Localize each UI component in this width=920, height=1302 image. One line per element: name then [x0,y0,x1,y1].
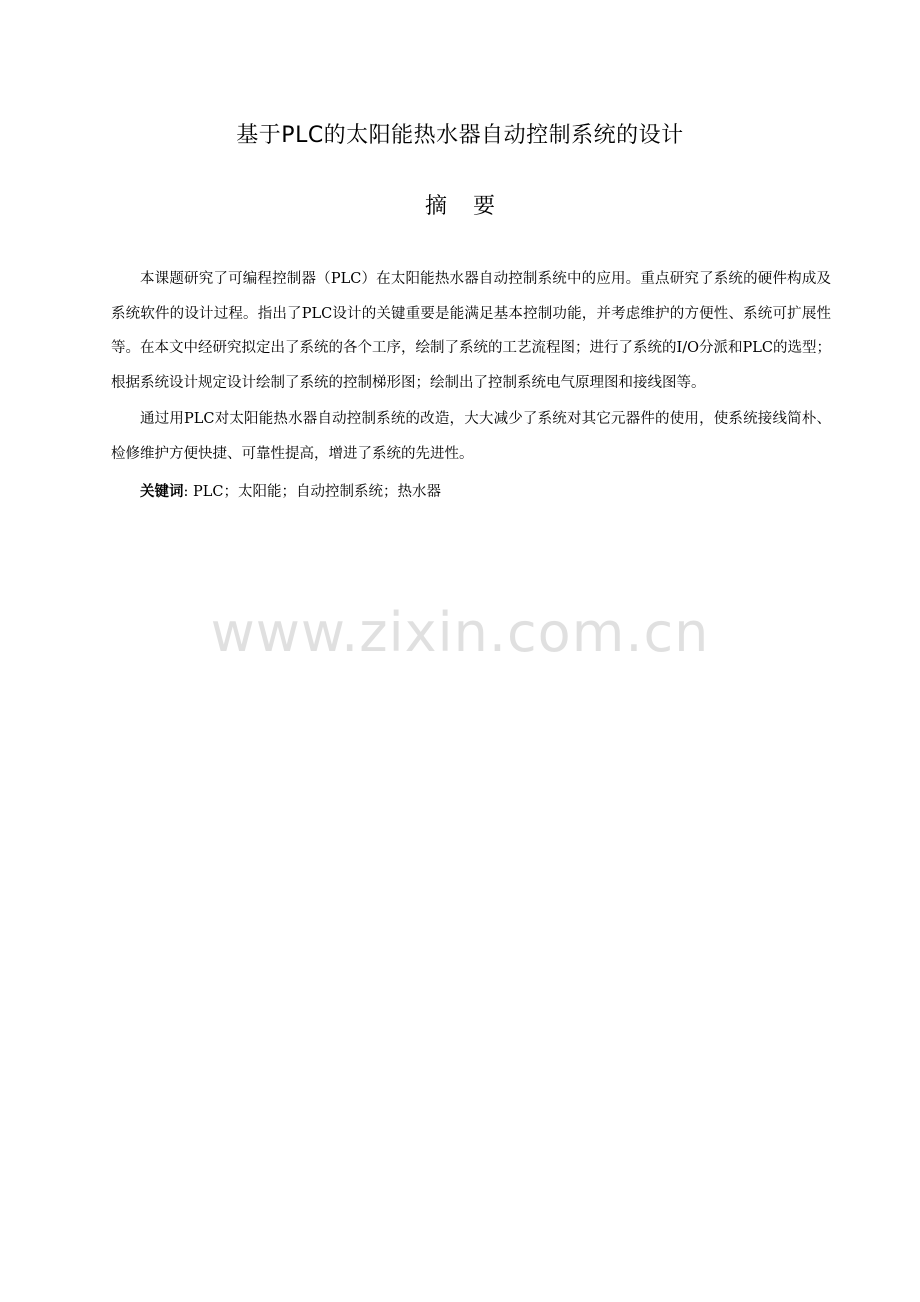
abstract-body [111,262,831,507]
keywords-line [111,477,831,507]
document-title: 基于PLC的太阳能热水器自动控制系统的设计 [236,123,684,148]
abstract-paragraph-1: 本课题研究了可编程控制器（PLC）在太阳能热水器自动控制系统中的应用。重点研究了系统的硬件构成及系统软件的设计过程。指出了PLC设计的关键重要是能满足基本控制功能，并考虑维护的方便性、系统可扩展性等。在本文中经研究拟定出了系统的各个工序，绘制了系统的工艺流程图；进行了系统的I/O分派和PLC的选型；根据系统设计规定设计绘制了系统的控制梯形图；绘制出了控制系统电气原理图和接线图等。 [111,271,831,391]
abstract-paragraph-2: 通过用PLC对太阳能热水器自动控制系统的改造，大大减少了系统对其它元器件的使用，使系统接线简朴、检修维护方便快捷、可靠性提高，增进了系统的先进性。 [111,411,831,462]
watermark: www.zixin.com.cn [210,601,710,664]
keywords-label: 关键词 [140,484,184,500]
abstract-heading: 摘要 [424,194,521,219]
keywords-text: : PLC；太阳能；自动控制系统；热水器 [183,484,441,500]
